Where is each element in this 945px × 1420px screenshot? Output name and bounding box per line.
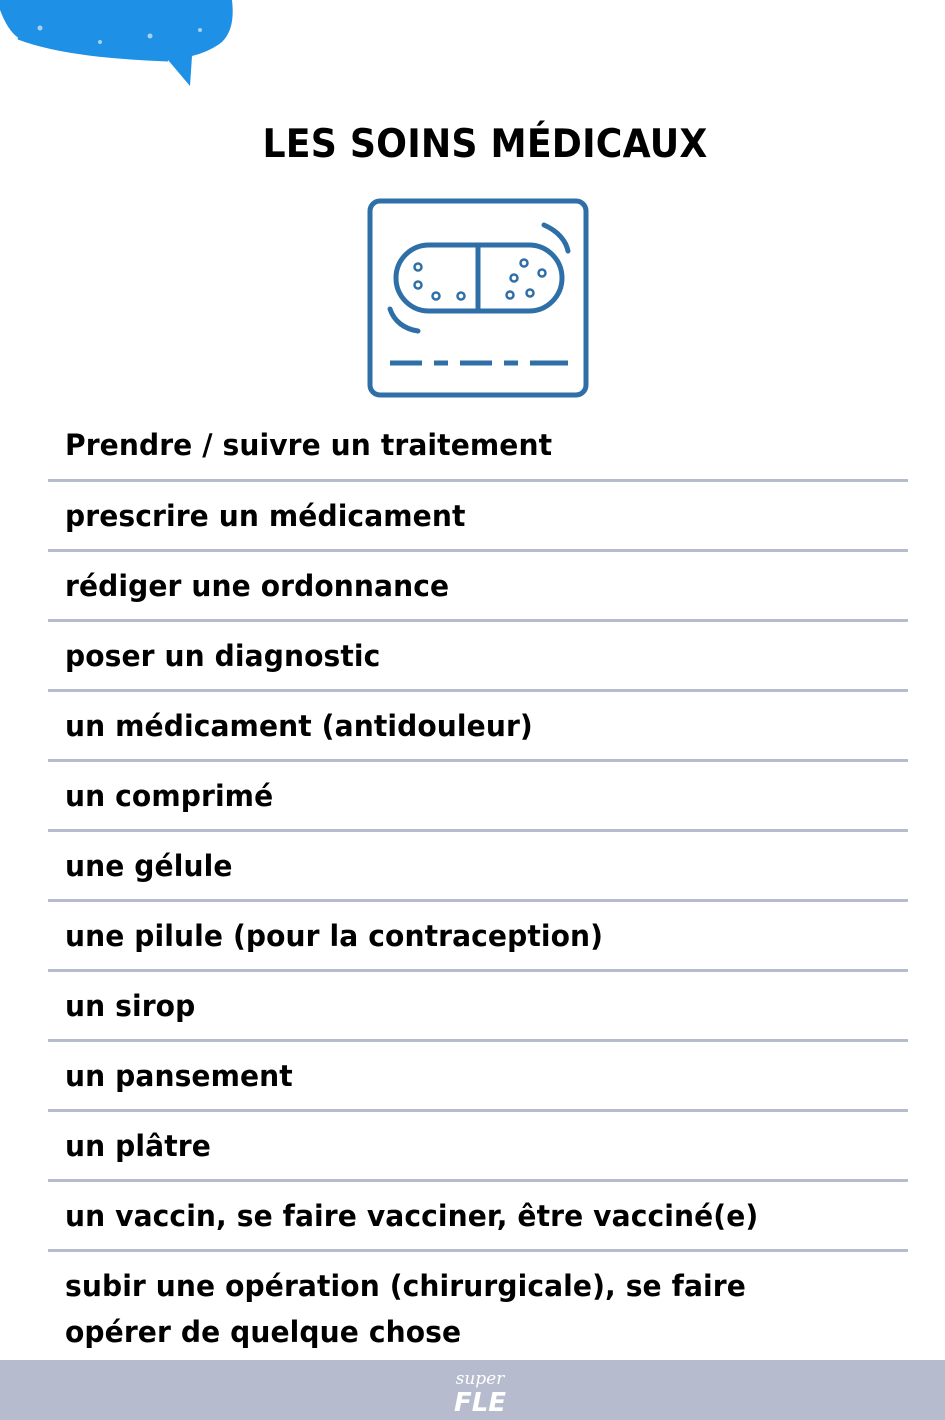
list-item: un plâtre	[48, 1112, 908, 1182]
list-item: subir une opération (chirurgicale), se faire opérer de quelque chose	[65, 1269, 746, 1349]
svg-text:FLE: FLE	[453, 1388, 507, 1416]
bandage-icon	[366, 197, 590, 399]
super-fle-logo	[448, 1364, 512, 1416]
speech-bubble-icon	[0, 0, 240, 92]
list-item: un comprimé	[48, 762, 908, 832]
list-item: un médicament (antidouleur)	[48, 692, 908, 762]
list-item: un vaccin, se faire vacciner, être vacciné(e)	[48, 1182, 908, 1252]
list-item: un pansement	[48, 1042, 908, 1112]
vocabulary-list	[48, 411, 908, 1355]
list-item: rédiger une ordonnance	[48, 552, 908, 622]
list-item: poser un diagnostic	[48, 622, 908, 692]
list-item: Prendre / suivre un traitement	[48, 411, 908, 482]
list-item: un sirop	[48, 972, 908, 1042]
list-item: prescrire un médicament	[48, 482, 908, 552]
list-item: une gélule	[48, 832, 908, 902]
page-title: LES SOINS MÉDICAUX	[262, 122, 708, 167]
list-item: une pilule (pour la contraception)	[48, 902, 908, 972]
svg-text:super: super	[455, 1369, 505, 1389]
